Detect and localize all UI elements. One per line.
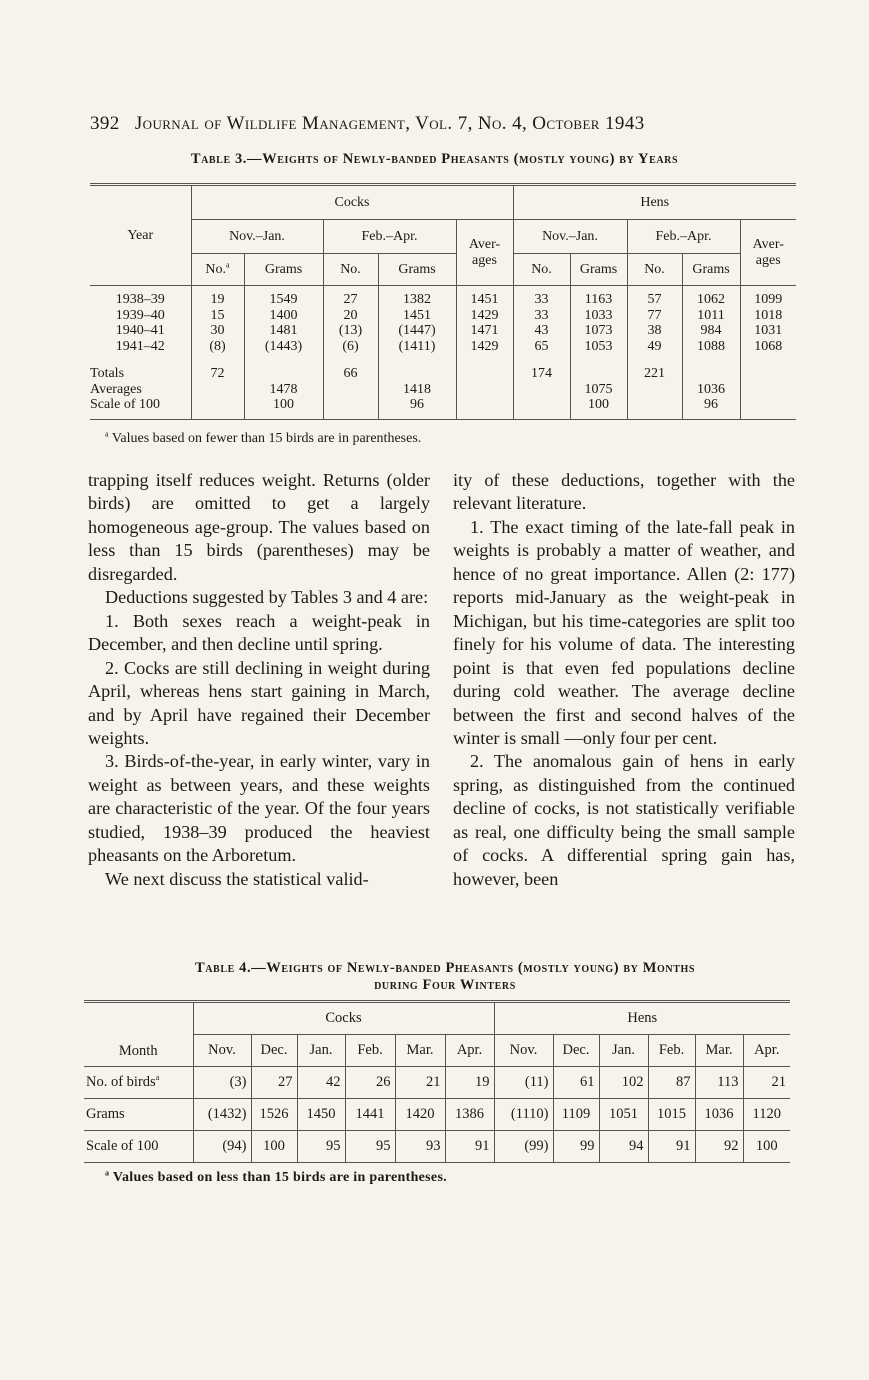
month-head: Nov. xyxy=(494,1035,553,1067)
month-head: Mar. xyxy=(695,1035,743,1067)
cell: 95 xyxy=(297,1131,345,1163)
cocks-group-head: Cocks xyxy=(193,1002,494,1035)
cell: 91 xyxy=(445,1131,494,1163)
hens-nj-grams-cell: 1163 1033 1073 1053 xyxy=(570,286,627,361)
month-head: Mar. xyxy=(395,1035,445,1067)
hens-fa-no-cell: 57 77 38 49 xyxy=(627,286,682,361)
table4 xyxy=(84,1000,790,1163)
cell: 1109 xyxy=(553,1099,599,1131)
no-head: No. xyxy=(627,254,682,286)
hens-fa-grams-cell: 1062 1011 984 1088 xyxy=(682,286,740,361)
row-label: Grams xyxy=(84,1099,193,1131)
running-header xyxy=(90,113,750,135)
cell: 21 xyxy=(743,1067,790,1099)
cocks-fa-grams-cell: 1382 1451 (1447) (1411) xyxy=(378,286,456,361)
cell: 21 xyxy=(395,1067,445,1099)
table3 xyxy=(90,183,796,420)
cell: 99 xyxy=(553,1131,599,1163)
cell: 92 xyxy=(695,1131,743,1163)
row-label: No. of birds$^a$ xyxy=(84,1067,193,1099)
hens-period2-head: Feb.–Apr. xyxy=(627,220,740,254)
paragraph: Deductions suggested by Tables 3 and 4 are: xyxy=(105,587,429,608)
cell: 94 xyxy=(599,1131,648,1163)
cell: (94) xyxy=(193,1131,251,1163)
table-row xyxy=(84,1099,790,1131)
cocks-period2-head: Feb.–Apr. xyxy=(323,220,456,254)
paragraph: 1. Both sexes reach a weight-peak in December, and then decline until spring. xyxy=(88,610,430,655)
paragraph: 3. Birds-of-the-year, in early winter, vary in weight as between years, and these weights are characteristic of the year. Of the four years studied, 1938–39 produced the heaviest pheasants on the Arboretum. xyxy=(88,751,430,866)
month-head: Dec. xyxy=(553,1035,599,1067)
cell: 100 xyxy=(743,1131,790,1163)
cocks-avg-empty xyxy=(456,360,513,419)
cell: 1420 xyxy=(395,1099,445,1131)
table-row xyxy=(84,1067,790,1099)
table4-caption: Table 4.—Weights of Newly-banded Pheasants (mostly young) by Months during Four Winters xyxy=(194,960,696,993)
cell: 113 xyxy=(695,1067,743,1099)
cell: 93 xyxy=(395,1131,445,1163)
hens-avg-empty xyxy=(740,360,796,419)
hens-period1-head: Nov.–Jan. xyxy=(513,220,627,254)
body-right-column xyxy=(453,469,795,891)
month-head: Feb. xyxy=(345,1035,395,1067)
month-head: Feb. xyxy=(648,1035,695,1067)
cell: 1450 xyxy=(297,1099,345,1131)
cell: 1526 xyxy=(251,1099,297,1131)
cocks-fa-no-cell: 27 20 (13) (6) xyxy=(323,286,378,361)
summary-labels: Totals Averages Scale of 100 xyxy=(90,360,191,419)
table4-footnote: $^a$ Values based on less than 15 birds are in parentheses. xyxy=(105,1168,447,1185)
cell: 26 xyxy=(345,1067,395,1099)
cocks-nj-total: 72 xyxy=(191,360,244,419)
cell: (11) xyxy=(494,1067,553,1099)
grams-head: Grams xyxy=(378,254,456,286)
paragraph: trapping itself reduces weight. Returns (older birds) are omitted to get a largely homogeneous age-group. The values based on less than 15 birds (parentheses) may be disregarded. xyxy=(88,470,430,584)
cell: 95 xyxy=(345,1131,395,1163)
cell: (1110) xyxy=(494,1099,553,1131)
cell: (1432) xyxy=(193,1099,251,1131)
body-left-column xyxy=(88,469,430,891)
col-year-head: Year xyxy=(90,185,191,286)
cell: 87 xyxy=(648,1067,695,1099)
cocks-fa-avg: 1418 96 xyxy=(378,360,456,419)
cocks-avg-cell: 1451 1429 1471 1429 xyxy=(456,286,513,361)
cocks-fa-total: 66 xyxy=(323,360,378,419)
cell: (99) xyxy=(494,1131,553,1163)
hens-nj-avg: 1075 100 xyxy=(570,360,627,419)
month-head: Apr. xyxy=(445,1035,494,1067)
grams-head: Grams xyxy=(244,254,323,286)
paragraph: 2. Cocks are still declining in weight during April, whereas hens start gaining in March, and by April have regained their December weights. xyxy=(88,657,430,748)
paragraph: 2. The anomalous gain of hens in early spring, as distinguished from the continued decline of cocks, is not statistically verifiable as real, one difficulty being the small sample of cocks. A differential spring gain has, however, been xyxy=(453,751,795,889)
cell: (3) xyxy=(193,1067,251,1099)
cell: 102 xyxy=(599,1067,648,1099)
col-month-head: Month xyxy=(84,1002,193,1067)
table3-caption: Table 3.—Weights of Newly-banded Pheasants (mostly young) by Years xyxy=(190,151,679,167)
cocks-averages-head: Aver-ages xyxy=(456,220,513,286)
grams-head: Grams xyxy=(570,254,627,286)
no-head: No. xyxy=(323,254,378,286)
hens-fa-avg: 1036 96 xyxy=(682,360,740,419)
month-head: Jan. xyxy=(297,1035,345,1067)
hens-fa-total: 221 xyxy=(627,360,682,419)
cell: 19 xyxy=(445,1067,494,1099)
cell: 1386 xyxy=(445,1099,494,1131)
cocks-nj-grams-cell: 1549 1400 1481 (1443) xyxy=(244,286,323,361)
hens-group-head: Hens xyxy=(513,185,796,220)
cell: 1441 xyxy=(345,1099,395,1131)
journal-title: Journal of Wildlife Management, Vol. 7, No. 4, October 1943 xyxy=(134,113,645,134)
paragraph: We next discuss the statistical valid- xyxy=(105,868,369,889)
no-head: No.$^a$ xyxy=(191,254,244,286)
cell: 27 xyxy=(251,1067,297,1099)
table-row xyxy=(84,1131,790,1163)
cocks-nj-no-cell: 19 15 30 (8) xyxy=(191,286,244,361)
page-number: 392 xyxy=(90,113,120,134)
cocks-period1-head: Nov.–Jan. xyxy=(191,220,323,254)
month-head: Dec. xyxy=(251,1035,297,1067)
paragraph: ity of these deductions, together with the relevant literature. xyxy=(453,470,795,514)
cell: 100 xyxy=(251,1131,297,1163)
month-head: Jan. xyxy=(599,1035,648,1067)
hens-averages-head: Aver-ages xyxy=(740,220,796,286)
hens-avg-cell: 1099 1018 1031 1068 xyxy=(754,292,783,354)
month-head: Nov. xyxy=(193,1035,251,1067)
table-row-summary xyxy=(90,360,796,419)
table-row xyxy=(90,286,796,361)
year-cell: 1938–39 1939–40 1940–41 1941–42 xyxy=(90,286,191,361)
paragraph: 1. The exact timing of the late-fall peak in weights is probably a matter of weather, and hence of no great importance. Allen (2: 177) reports mid-January as the weight-peak in Michigan, but his time-categories are split too finely for his volume of data. The interesting point is that even fed populations decline during cold weather. The average decline between the first and second halves of the winter is small —only four per cent. xyxy=(453,516,795,748)
cell: 1015 xyxy=(648,1099,695,1131)
no-head: No. xyxy=(513,254,570,286)
grams-head: Grams xyxy=(682,254,740,286)
month-head: Apr. xyxy=(743,1035,790,1067)
cell: 42 xyxy=(297,1067,345,1099)
row-label: Scale of 100 xyxy=(84,1131,193,1163)
cocks-nj-avg: 1478 100 xyxy=(244,360,323,419)
hens-nj-no-cell: 33 33 43 65 xyxy=(513,286,570,361)
cell: 1051 xyxy=(599,1099,648,1131)
table3-footnote: $^a$ Values based on fewer than 15 birds are in parentheses. xyxy=(105,429,422,446)
cell: 61 xyxy=(553,1067,599,1099)
cell: 1120 xyxy=(743,1099,790,1131)
cell: 1036 xyxy=(695,1099,743,1131)
hens-nj-total: 174 xyxy=(513,360,570,419)
cocks-group-head: Cocks xyxy=(191,185,513,220)
hens-group-head: Hens xyxy=(494,1002,790,1035)
cell: 91 xyxy=(648,1131,695,1163)
